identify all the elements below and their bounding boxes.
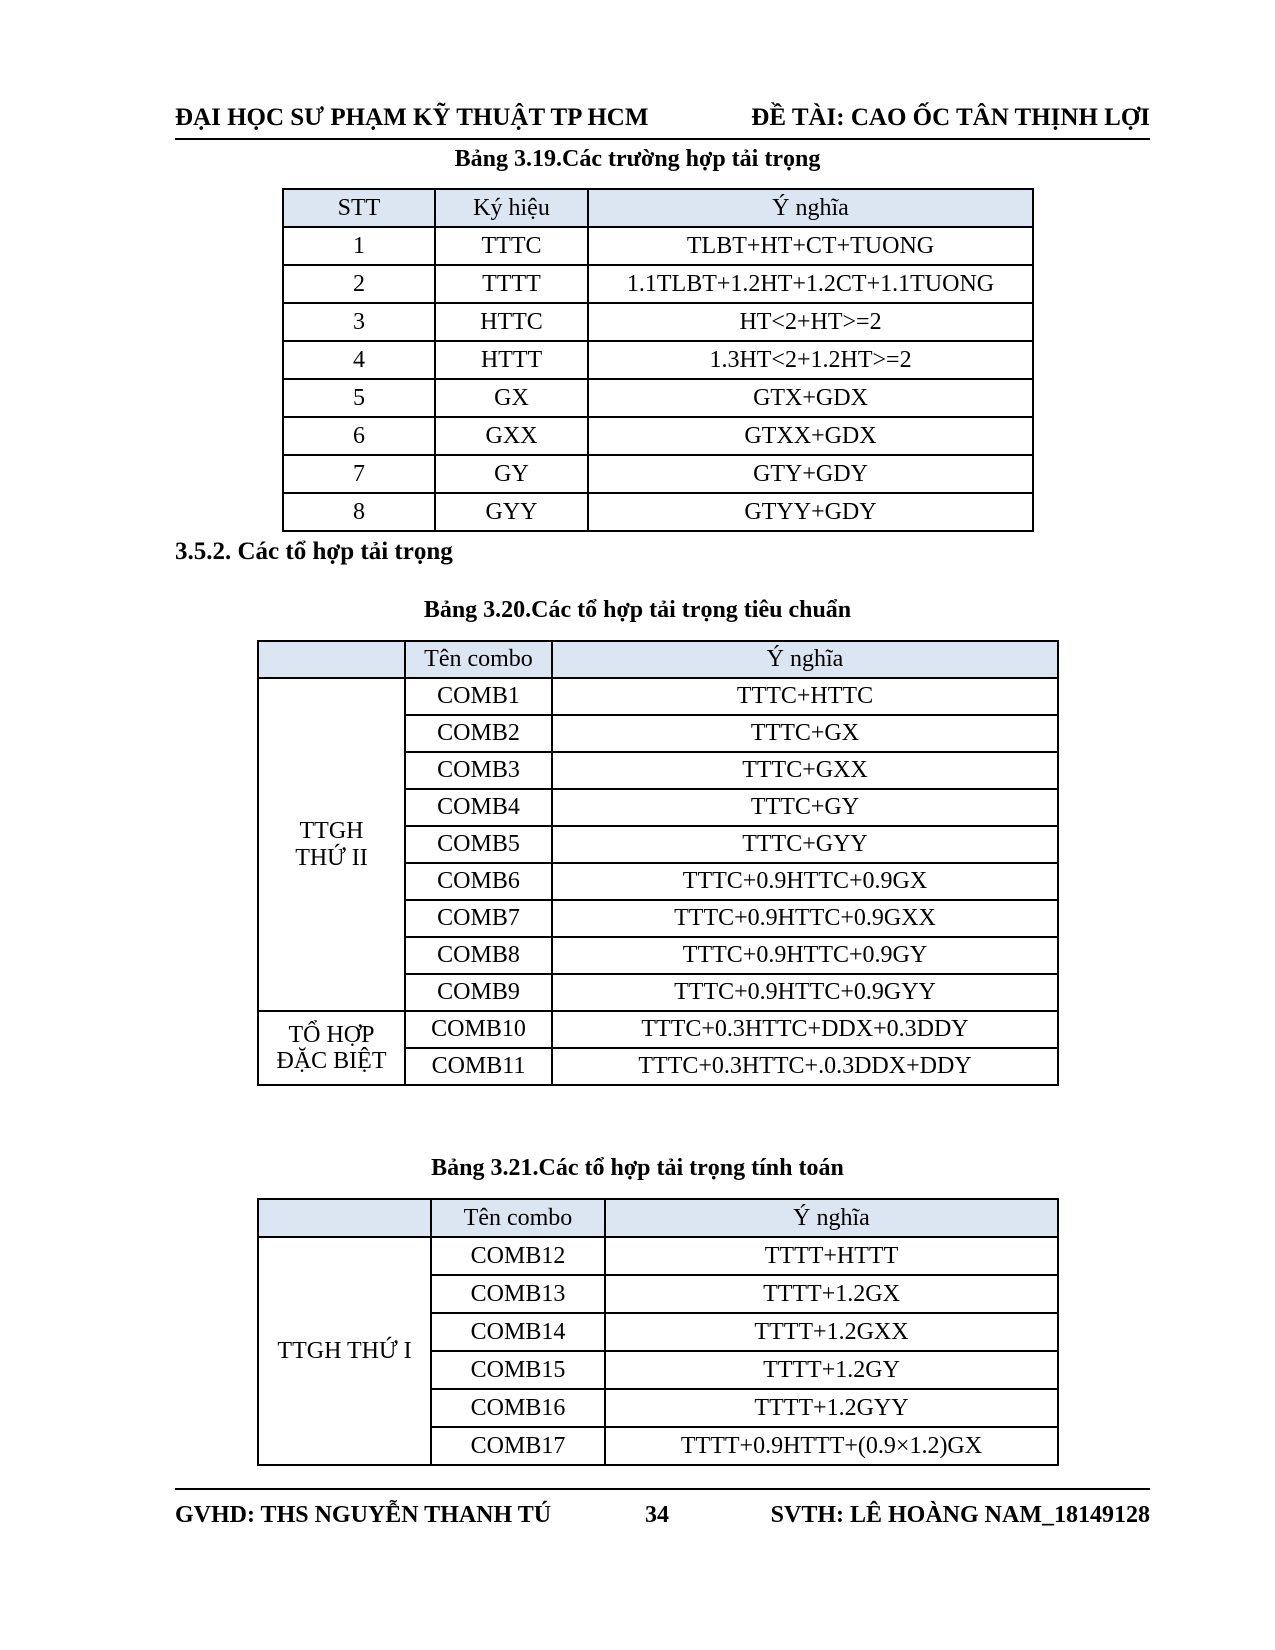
table-cell: COMB16 bbox=[431, 1389, 605, 1427]
footer-supervisor: GVHD: THS NGUYỄN THANH TÚ bbox=[175, 1502, 552, 1528]
table-3-19-caption: Bảng 3.19.Các trường hợp tải trọng bbox=[454, 146, 821, 172]
table-cell: TTTT+1.2GXX bbox=[605, 1313, 1058, 1351]
table-cell: COMB14 bbox=[431, 1313, 605, 1351]
table-cell: COMB10 bbox=[405, 1011, 552, 1048]
table-cell: TTTC+GXX bbox=[552, 752, 1058, 789]
column-header: STT bbox=[283, 189, 435, 227]
group-label-line: TỔ HỢP bbox=[288, 1021, 375, 1048]
table-cell: COMB8 bbox=[405, 937, 552, 974]
table-3-21 bbox=[257, 1198, 1059, 1466]
table-cell: 1 bbox=[283, 227, 435, 265]
table-row bbox=[283, 227, 1033, 265]
table-cell: GXX bbox=[435, 417, 588, 455]
group-label-line: THỨ II bbox=[295, 844, 368, 871]
table-cell: TLBT+HT+CT+TUONG bbox=[588, 227, 1033, 265]
table-header-row bbox=[258, 1199, 1058, 1237]
group-cell: TTGH THỨ I bbox=[258, 1237, 431, 1465]
table-cell: TTTC+0.9HTTC+0.9GXX bbox=[552, 900, 1058, 937]
table-cell: COMB7 bbox=[405, 900, 552, 937]
table-cell: COMB5 bbox=[405, 826, 552, 863]
column-header: Tên combo bbox=[431, 1199, 605, 1237]
table-cell: 1.1TLBT+1.2HT+1.2CT+1.1TUONG bbox=[588, 265, 1033, 303]
table-cell: GX bbox=[435, 379, 588, 417]
table-cell: COMB13 bbox=[431, 1275, 605, 1313]
table-cell: 5 bbox=[283, 379, 435, 417]
page-header bbox=[175, 100, 1150, 140]
table-cell: TTTC+GY bbox=[552, 789, 1058, 826]
table-cell: COMB17 bbox=[431, 1427, 605, 1465]
table-cell: TTTT+1.2GY bbox=[605, 1351, 1058, 1389]
table-cell: HTTT bbox=[435, 341, 588, 379]
header-project-title: ĐỀ TÀI: CAO ỐC TÂN THỊNH LỢI bbox=[751, 104, 1150, 131]
table-cell: COMB3 bbox=[405, 752, 552, 789]
page-footer bbox=[175, 1488, 1150, 1540]
table-header-row bbox=[283, 189, 1033, 227]
column-header: Ý nghĩa bbox=[552, 641, 1058, 678]
table-cell: TTTT+0.9HTTT+(0.9×1.2)GX bbox=[605, 1427, 1058, 1465]
table-3-20-caption: Bảng 3.20.Các tổ hợp tải trọng tiêu chuẩn bbox=[423, 597, 852, 623]
header-university: ĐẠI HỌC SƯ PHẠM KỸ THUẬT TP HCM bbox=[175, 104, 649, 131]
table-cell: COMB9 bbox=[405, 974, 552, 1011]
table-cell: TTTC bbox=[435, 227, 588, 265]
column-header: Ký hiệu bbox=[435, 189, 588, 227]
table-cell: TTTT+1.2GYY bbox=[605, 1389, 1058, 1427]
table-row bbox=[283, 341, 1033, 379]
table-row bbox=[283, 265, 1033, 303]
table-cell: 2 bbox=[283, 265, 435, 303]
table-cell: COMB2 bbox=[405, 715, 552, 752]
table-3-19 bbox=[282, 188, 1034, 532]
table-cell: 4 bbox=[283, 341, 435, 379]
table-cell: GTY+GDY bbox=[588, 455, 1033, 493]
table-cell: 8 bbox=[283, 493, 435, 531]
table-row bbox=[283, 455, 1033, 493]
table-header-row bbox=[258, 641, 1058, 678]
table-cell: TTTT+HTTT bbox=[605, 1237, 1058, 1275]
table-cell: 6 bbox=[283, 417, 435, 455]
table-cell: TTTT+1.2GX bbox=[605, 1275, 1058, 1313]
table-cell: COMB4 bbox=[405, 789, 552, 826]
table-cell: GTYY+GDY bbox=[588, 493, 1033, 531]
table-cell: GTXX+GDX bbox=[588, 417, 1033, 455]
footer-student: SVTH: LÊ HOÀNG NAM_18149128 bbox=[770, 1502, 1150, 1528]
table-row bbox=[283, 379, 1033, 417]
table-cell: TTTC+0.3HTTC+.0.3DDX+DDY bbox=[552, 1048, 1058, 1085]
table-cell: 7 bbox=[283, 455, 435, 493]
table-row bbox=[258, 678, 1058, 715]
table-cell: GY bbox=[435, 455, 588, 493]
table-cell: TTTC+0.9HTTC+0.9GYY bbox=[552, 974, 1058, 1011]
table-row bbox=[258, 1011, 1058, 1048]
group-cell bbox=[258, 678, 405, 1011]
table-cell: COMB15 bbox=[431, 1351, 605, 1389]
page-number: 34 bbox=[645, 1502, 669, 1528]
table-row bbox=[283, 303, 1033, 341]
table-3-21-caption: Bảng 3.21.Các tổ hợp tải trọng tính toán bbox=[431, 1155, 844, 1181]
table-cell: TTTC+0.3HTTC+DDX+0.3DDY bbox=[552, 1011, 1058, 1048]
table-cell: TTTT bbox=[435, 265, 588, 303]
table-cell: TTTC+0.9HTTC+0.9GX bbox=[552, 863, 1058, 900]
table-cell: HT<2+HT>=2 bbox=[588, 303, 1033, 341]
table-cell: HTTC bbox=[435, 303, 588, 341]
group-label-line: ĐẶC BIỆT bbox=[276, 1048, 387, 1074]
table-3-20 bbox=[257, 640, 1059, 1086]
table-cell: 3 bbox=[283, 303, 435, 341]
table-cell: TTTC+0.9HTTC+0.9GY bbox=[552, 937, 1058, 974]
column-header: Ý nghĩa bbox=[605, 1199, 1058, 1237]
table-cell: COMB6 bbox=[405, 863, 552, 900]
table-cell: TTTC+HTTC bbox=[552, 678, 1058, 715]
table-cell: TTTC+GYY bbox=[552, 826, 1058, 863]
section-heading: 3.5.2. Các tổ hợp tải trọng bbox=[175, 538, 453, 565]
column-header bbox=[258, 1199, 431, 1237]
group-cell bbox=[258, 1011, 405, 1085]
table-cell: COMB12 bbox=[431, 1237, 605, 1275]
column-header: Tên combo bbox=[405, 641, 552, 678]
table-cell: COMB1 bbox=[405, 678, 552, 715]
table-row bbox=[283, 493, 1033, 531]
table-cell: 1.3HT<2+1.2HT>=2 bbox=[588, 341, 1033, 379]
table-cell: GYY bbox=[435, 493, 588, 531]
table-cell: GTX+GDX bbox=[588, 379, 1033, 417]
column-header: Ý nghĩa bbox=[588, 189, 1033, 227]
table-row bbox=[258, 1237, 1058, 1275]
column-header bbox=[258, 641, 405, 678]
table-row bbox=[283, 417, 1033, 455]
table-cell: COMB11 bbox=[405, 1048, 552, 1085]
group-label-line: TTGH bbox=[299, 818, 364, 845]
table-cell: TTTC+GX bbox=[552, 715, 1058, 752]
